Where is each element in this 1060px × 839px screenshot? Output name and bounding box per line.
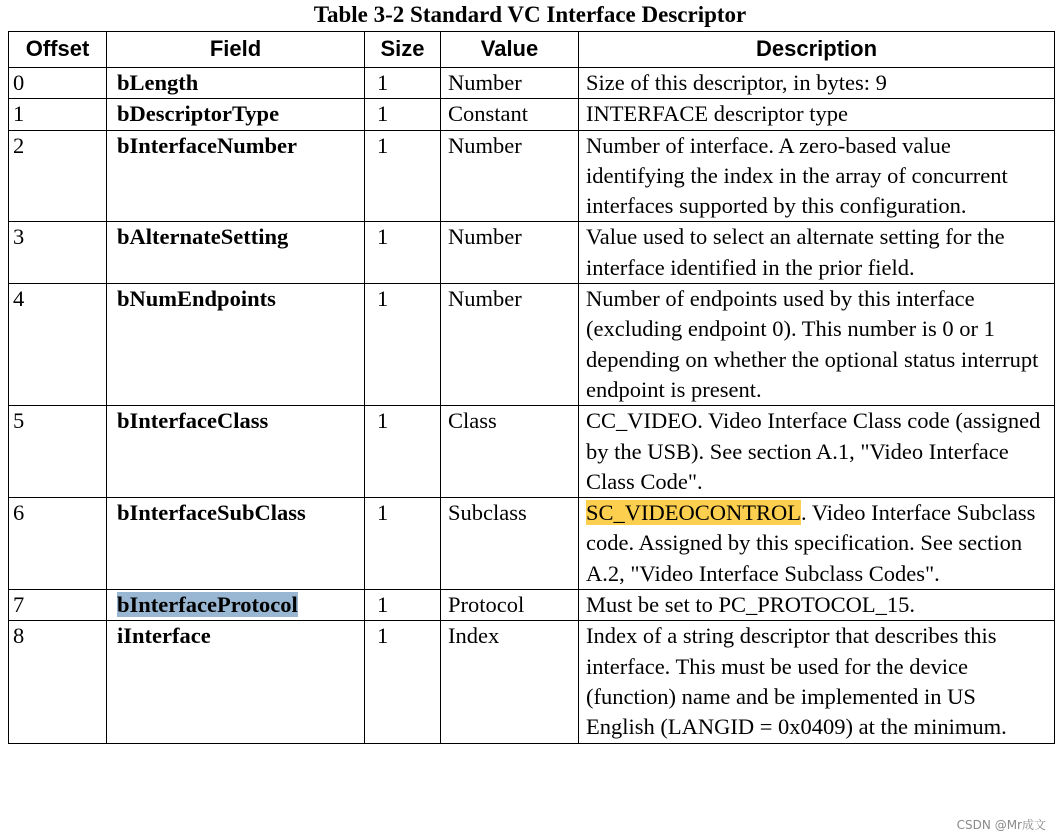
cell-value: Constant [441, 99, 579, 130]
watermark: CSDN @Mr成文 [956, 818, 1046, 832]
cell-offset: 7 [9, 590, 107, 621]
table-caption: Table 3-2 Standard VC Interface Descriptor [313, 2, 747, 27]
cell-offset: 8 [9, 621, 107, 743]
descriptor-table [8, 31, 1055, 744]
cell-field: bInterfaceNumber [107, 130, 365, 222]
cell-field: bInterfaceClass [107, 406, 365, 498]
cell-size: 1 [365, 590, 441, 621]
table-row [9, 498, 1055, 590]
cell-size: 1 [365, 130, 441, 222]
cell-value: Number [441, 222, 579, 284]
cell-value: Number [441, 68, 579, 99]
header-description: Description [579, 32, 1055, 68]
cell-description [579, 498, 1055, 590]
cell-description: Number of interface. A zero-based value identifying the index in the array of concurrent interfaces supported by this configuration. [579, 130, 1055, 222]
table-row [9, 68, 1055, 99]
cell-field: bNumEndpoints [107, 284, 365, 406]
cell-size: 1 [365, 284, 441, 406]
cell-field: bDescriptorType [107, 99, 365, 130]
cell-size: 1 [365, 222, 441, 284]
table-row [9, 284, 1055, 406]
cell-offset: 4 [9, 284, 107, 406]
cell-description: Must be set to PC_PROTOCOL_15. [579, 590, 1055, 621]
header-size: Size [365, 32, 441, 68]
cell-offset: 2 [9, 130, 107, 222]
cell-value: Number [441, 284, 579, 406]
table-row [9, 222, 1055, 284]
highlighted-term: SC_VIDEOCONTROL [586, 500, 802, 526]
selected-field-text: bInterfaceProtocol [117, 592, 298, 618]
table-header-row [9, 32, 1055, 68]
cell-description: Size of this descriptor, in bytes: 9 [579, 68, 1055, 99]
cell-description: Number of endpoints used by this interface (excluding endpoint 0). This number is 0 or 1 depending on whether the optional status interrupt endpoint is present. [579, 284, 1055, 406]
table-row [9, 130, 1055, 222]
cell-offset: 6 [9, 498, 107, 590]
table-row [9, 590, 1055, 621]
cell-value: Index [441, 621, 579, 743]
cell-size: 1 [365, 498, 441, 590]
table-row [9, 99, 1055, 130]
cell-offset: 0 [9, 68, 107, 99]
cell-description: INTERFACE descriptor type [579, 99, 1055, 130]
table-row [9, 406, 1055, 498]
cell-description: Index of a string descriptor that describes this interface. This must be used for the device (function) name and be implemented in US English (LANGID = 0x0409) at the minimum. [579, 621, 1055, 743]
cell-field [107, 590, 365, 621]
cell-description: Value used to select an alternate setting for the interface identified in the prior field. [579, 222, 1055, 284]
cell-size: 1 [365, 621, 441, 743]
cell-field: iInterface [107, 621, 365, 743]
description-text: . Video Interface Subclass code. Assigned by this specification. See section A.2, "Video Interface Subclass Codes". [586, 500, 1036, 586]
cell-value: Subclass [441, 498, 579, 590]
cell-value: Protocol [441, 590, 579, 621]
header-value: Value [441, 32, 579, 68]
cell-field: bLength [107, 68, 365, 99]
cell-offset: 5 [9, 406, 107, 498]
cell-offset: 3 [9, 222, 107, 284]
cell-field: bAlternateSetting [107, 222, 365, 284]
header-field: Field [107, 32, 365, 68]
header-offset: Offset [9, 32, 107, 68]
cell-value: Number [441, 130, 579, 222]
cell-field: bInterfaceSubClass [107, 498, 365, 590]
cell-offset: 1 [9, 99, 107, 130]
cell-value: Class [441, 406, 579, 498]
table-row [9, 621, 1055, 743]
cell-size: 1 [365, 68, 441, 99]
cell-size: 1 [365, 406, 441, 498]
cell-description: CC_VIDEO. Video Interface Class code (assigned by the USB). See section A.1, "Video Interface Class Code". [579, 406, 1055, 498]
cell-size: 1 [365, 99, 441, 130]
